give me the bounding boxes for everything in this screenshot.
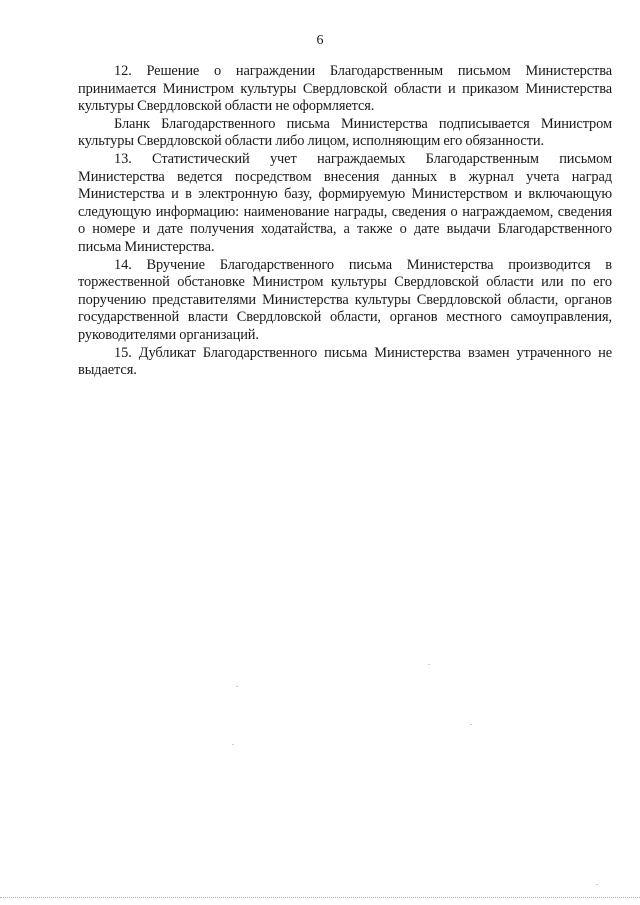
paragraph-signing: Бланк Благодарственного письма Министерства подписывается Министром культуры Свердловской области либо лицом, исполняющим его обязанности. [78,115,612,150]
paragraph-12: 12. Решение о награждении Благодарственным письмом Министерства принимается Министром культуры Свердловской области и приказом Министерства культуры Свердловской области не оформляется. [78,63,612,115]
scan-speck [236,686,238,687]
scan-edge-line [0,897,640,899]
scan-speck [596,884,598,885]
scan-speck [470,724,472,725]
scan-speck [232,744,234,745]
paragraph-13: 13. Статистический учет награждаемых Благодарственным письмом Министерства ведется посредством внесения данных в журнал учета наград Министерства и в электронную базу, формируемую Министерством и включающую следующую информацию: наименование награды, сведения о награждаемом, сведения о номере и дате получения ходатайства, а также о дате выдачи Благодарственного письма Министерства. [78,150,612,255]
document-body [78,63,612,380]
scan-speck [428,664,430,665]
page-number: 6 [316,33,324,48]
paragraph-14: 14. Вручение Благодарственного письма Министерства производится в торжественной обстановке Министром культуры Свердловской области или по его поручению представителями Министерства культуры Свердловской области, органов государственной власти Свердловской области, органов местного самоуправления, руководителями организаций. [78,256,612,343]
paragraph-15: 15. Дубликат Благодарственного письма Министерства взамен утраченного не выдается. [78,344,612,379]
